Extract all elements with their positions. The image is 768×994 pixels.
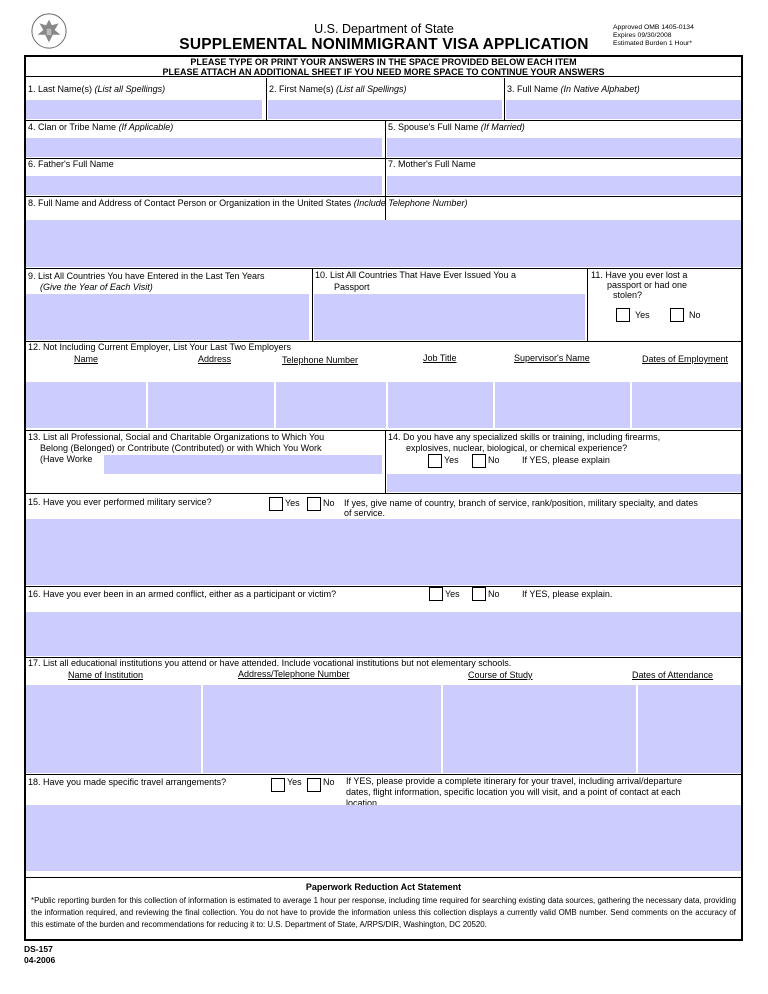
passport-countries-field[interactable] bbox=[314, 294, 585, 340]
q11-label-1: 11. Have you ever lost a bbox=[591, 270, 688, 280]
q14-explain-label: If YES, please explain bbox=[522, 455, 610, 465]
q11-label-2: passport or had one bbox=[607, 280, 688, 290]
omb-info bbox=[613, 24, 694, 48]
form-number: DS-157 bbox=[24, 944, 53, 954]
q16-yes-label: Yes bbox=[445, 589, 460, 599]
q16-yes-checkbox[interactable] bbox=[429, 587, 443, 601]
q18-no-label: No bbox=[323, 777, 335, 787]
omb-approved: Approved OMB 1405-0134 bbox=[613, 24, 694, 31]
q18-explain-1: If YES, please provide a complete itinerary for your travel, including arrival/departure bbox=[346, 776, 683, 786]
q11-yes-checkbox[interactable] bbox=[616, 308, 630, 322]
q8-label bbox=[28, 198, 467, 209]
q3-hint: (In Native Alphabet) bbox=[560, 84, 640, 94]
instructions bbox=[26, 57, 741, 77]
q16-no-checkbox[interactable] bbox=[472, 587, 486, 601]
employer-name-field[interactable] bbox=[26, 382, 146, 428]
last-name-field[interactable] bbox=[26, 100, 262, 119]
prb-title: Paperwork Reduction Act Statement bbox=[305, 882, 462, 892]
q12-col-supervisor: Supervisor's Name bbox=[514, 353, 590, 363]
divider bbox=[26, 268, 741, 269]
q15-explain-2: of service. bbox=[344, 508, 386, 518]
q11-label-3: stolen? bbox=[613, 290, 643, 300]
divider bbox=[26, 430, 741, 431]
spouse-name-field[interactable] bbox=[387, 138, 741, 157]
q18-explain-2: dates, flight information, specific location you will visit, and a point of contact at each bbox=[346, 787, 681, 797]
instructions-line-2: PLEASE ATTACH AN ADDITIONAL SHEET IF YOU NEED MORE SPACE TO CONTINUE YOUR ANSWERS bbox=[162, 67, 605, 77]
q2-hint: (List all Spellings) bbox=[336, 84, 407, 94]
omb-expires: Expires 09/30/2008 bbox=[613, 32, 672, 39]
q8-label-text: 8. Full Name and Address of Contact Person or Organization in the United States bbox=[28, 198, 352, 208]
q12-col-address: Address bbox=[198, 354, 232, 364]
divider bbox=[26, 158, 741, 159]
q10-label-1: 10. List All Countries That Have Ever Issued You a bbox=[315, 270, 516, 280]
divider bbox=[26, 586, 741, 587]
q2-label-text: 2. First Name(s) bbox=[269, 84, 334, 94]
q18-yes-label: Yes bbox=[287, 777, 302, 787]
q15-no-label: No bbox=[323, 498, 335, 508]
q17-label: 17. List all educational institutions you attend or have attended. Include vocational institutions but not elementary schools. bbox=[28, 658, 512, 668]
divider bbox=[26, 774, 741, 775]
form-number-block bbox=[24, 944, 55, 966]
q5-label bbox=[388, 122, 525, 133]
q13-label-3: (Have Worke bbox=[40, 454, 93, 464]
institution-address-field[interactable] bbox=[203, 685, 441, 773]
department-name: U.S. Department of State bbox=[314, 22, 454, 36]
q17-col-dates: Dates of Attendance bbox=[632, 670, 714, 680]
q12-label: 12. Not Including Current Employer, List Your Last Two Employers bbox=[28, 342, 291, 352]
father-name-field[interactable] bbox=[26, 176, 382, 195]
contact-person-field[interactable] bbox=[26, 220, 741, 267]
clan-tribe-field[interactable] bbox=[26, 138, 382, 157]
first-name-field[interactable] bbox=[268, 100, 502, 119]
q15-label: 15. Have you ever performed military service? bbox=[28, 497, 212, 507]
divider bbox=[266, 78, 267, 120]
employer-telephone-field[interactable] bbox=[276, 382, 386, 428]
q9-hint: (Give the Year of Each Visit) bbox=[40, 282, 153, 292]
q5-hint: (If Married) bbox=[480, 122, 525, 132]
q17-col-address: Address/Telephone Number bbox=[238, 669, 350, 679]
q12-col-telephone: Telephone Number bbox=[282, 355, 359, 365]
q10-label-2: Passport bbox=[334, 282, 370, 292]
q17-col-institution: Name of Institution bbox=[68, 670, 144, 680]
q4-hint: (If Applicable) bbox=[118, 122, 174, 132]
q3-label bbox=[507, 84, 640, 95]
q5-label-text: 5. Spouse's Full Name bbox=[388, 122, 479, 132]
mother-name-field[interactable] bbox=[387, 176, 741, 195]
q9-label: 9. List All Countries You have Entered in the Last Ten Years bbox=[28, 271, 265, 281]
q13-label-2: Belong (Belonged) or Contribute (Contributed) or with Which You Work bbox=[40, 443, 322, 453]
q16-explain-label: If YES, please explain. bbox=[522, 589, 613, 599]
q7-label: 7. Mother's Full Name bbox=[388, 159, 476, 169]
form-date: 04-2006 bbox=[24, 955, 56, 965]
q15-yes-label: Yes bbox=[285, 498, 300, 508]
divider bbox=[26, 120, 741, 121]
travel-arrangements-field[interactable] bbox=[26, 805, 741, 871]
divider bbox=[26, 196, 741, 197]
q4-label bbox=[28, 122, 173, 133]
q16-no-label: No bbox=[488, 589, 500, 599]
q13-label-1: 13. List all Professional, Social and Charitable Organizations to Which You bbox=[28, 432, 325, 442]
q11-no-label: No bbox=[689, 310, 701, 320]
military-service-field[interactable] bbox=[26, 519, 741, 585]
q14-no-checkbox[interactable] bbox=[472, 454, 486, 468]
q6-label: 6. Father's Full Name bbox=[28, 159, 114, 169]
q15-yes-checkbox[interactable] bbox=[269, 497, 283, 511]
q16-label: 16. Have you ever been in an armed conflict, either as a participant or victim? bbox=[28, 589, 337, 599]
q15-no-checkbox[interactable] bbox=[307, 497, 321, 511]
employment-dates-field[interactable] bbox=[632, 382, 741, 428]
divider bbox=[587, 268, 588, 341]
employer-address-field[interactable] bbox=[148, 382, 274, 428]
divider bbox=[26, 493, 741, 494]
q1-label bbox=[28, 84, 165, 95]
supervisor-name-field[interactable] bbox=[495, 382, 630, 428]
q14-label-2: explosives, nuclear, biological, or chemical experience? bbox=[406, 443, 628, 453]
q18-yes-checkbox[interactable] bbox=[271, 778, 285, 792]
q4-label-text: 4. Clan or Tribe Name bbox=[28, 122, 117, 132]
divider bbox=[26, 877, 741, 878]
omb-burden: Estimated Burden 1 Hour* bbox=[613, 40, 692, 47]
q11-yes-label: Yes bbox=[635, 310, 650, 320]
q12-col-job-title: Job Title bbox=[423, 353, 457, 363]
specialized-skills-field[interactable] bbox=[387, 474, 741, 492]
q17-col-course: Course of Study bbox=[468, 670, 533, 680]
countries-entered-field[interactable] bbox=[26, 294, 309, 340]
institution-name-field[interactable] bbox=[26, 685, 201, 773]
form-title: SUPPLEMENTAL NONIMMIGRANT VISA APPLICATION bbox=[179, 36, 589, 53]
q2-label bbox=[269, 84, 407, 95]
visa-form bbox=[24, 55, 743, 941]
q8-hint: (Include Telephone Number) bbox=[353, 198, 468, 208]
q14-no-label: No bbox=[488, 455, 500, 465]
q1-hint: (List all Spellings) bbox=[94, 84, 166, 94]
q18-no-checkbox[interactable] bbox=[307, 778, 321, 792]
q15-explain-1: If yes, give name of country, branch of service, rank/position, military specialty, and dates bbox=[344, 498, 698, 508]
q12-col-dates: Dates of Employment bbox=[642, 354, 729, 364]
q18-explain-3: location bbox=[346, 798, 378, 805]
attendance-dates-field[interactable] bbox=[638, 685, 741, 773]
prb-text: *Public reporting burden for this collection of information is estimated to average 1 hour per response, including time required for searching existing data sources, gathering the necessary data, providing the information required, and reviewing the final collection. You do not have to provide the information unless this collection displays a currently valid OMB number. Send comments on the accuracy of this estimate of the burden and recommendations for reducing it to: U.S. Department of State, A/RPS/DIR, Washington, DC 20520. bbox=[31, 896, 736, 929]
q11-no-checkbox[interactable] bbox=[670, 308, 684, 322]
q12-col-name: Name bbox=[74, 354, 99, 364]
job-title-field[interactable] bbox=[388, 382, 493, 428]
armed-conflict-field[interactable] bbox=[26, 612, 741, 656]
divider bbox=[504, 78, 505, 120]
q14-yes-label: Yes bbox=[444, 455, 459, 465]
q3-label-text: 3. Full Name bbox=[507, 84, 559, 94]
q14-yes-checkbox[interactable] bbox=[428, 454, 442, 468]
q14-label-1: 14. Do you have any specialized skills or training, including firearms, bbox=[388, 432, 661, 442]
divider bbox=[385, 430, 386, 493]
q18-label: 18. Have you made specific travel arrangements? bbox=[28, 777, 227, 787]
divider bbox=[312, 268, 313, 341]
native-name-field[interactable] bbox=[506, 100, 741, 119]
q1-label-text: 1. Last Name(s) bbox=[28, 84, 93, 94]
organizations-field[interactable] bbox=[104, 455, 382, 474]
instructions-line-1: PLEASE TYPE OR PRINT YOUR ANSWERS IN THE SPACE PROVIDED BELOW EACH ITEM bbox=[190, 57, 577, 67]
course-of-study-field[interactable] bbox=[443, 685, 636, 773]
